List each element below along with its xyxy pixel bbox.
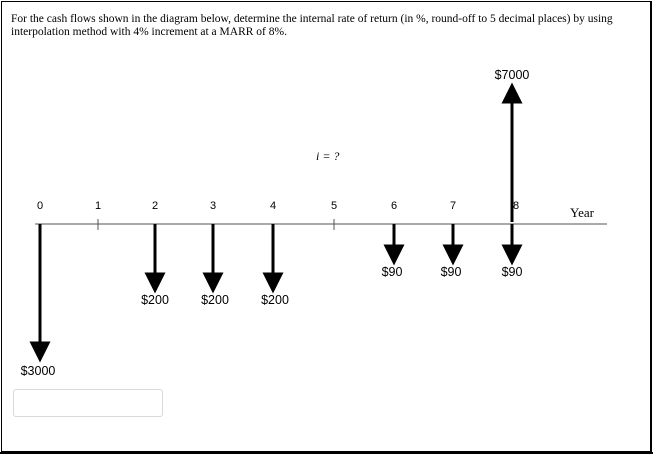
period-label-0: 0	[36, 200, 44, 212]
period-label-8: 8	[512, 200, 520, 212]
amount-period-8-inflow: $7000	[494, 68, 530, 82]
period-label-2: 2	[151, 200, 159, 212]
amount-period-7: $90	[440, 265, 462, 279]
period-label-5: 5	[330, 200, 338, 212]
cash-flow-arrows	[40, 93, 512, 352]
answer-input[interactable]	[13, 389, 163, 417]
period-label-1: 1	[94, 200, 102, 212]
period-label-3: 3	[209, 200, 217, 212]
amount-period-6: $90	[381, 265, 403, 279]
period-label-4: 4	[269, 200, 277, 212]
amount-period-2: $200	[141, 293, 169, 307]
period-labels	[37, 200, 519, 212]
question-text: For the cash flows shown in the diagram below, determine the internal rate of return (in %, round-off to 5 decimal places) by using interpolation method with 4% increment at a MARR of 8%.	[11, 13, 613, 38]
rate-label: i = ?	[316, 149, 340, 163]
amount-period-8-outflow: $90	[501, 265, 523, 279]
amount-period-4: $200	[261, 293, 289, 307]
amount-period-0: $3000	[20, 364, 56, 378]
axis-label-year: Year	[570, 205, 594, 220]
cash-flow-amounts	[21, 68, 530, 378]
period-label-6: 6	[390, 200, 398, 212]
period-label-7: 7	[449, 200, 457, 212]
amount-period-3: $200	[201, 293, 229, 307]
